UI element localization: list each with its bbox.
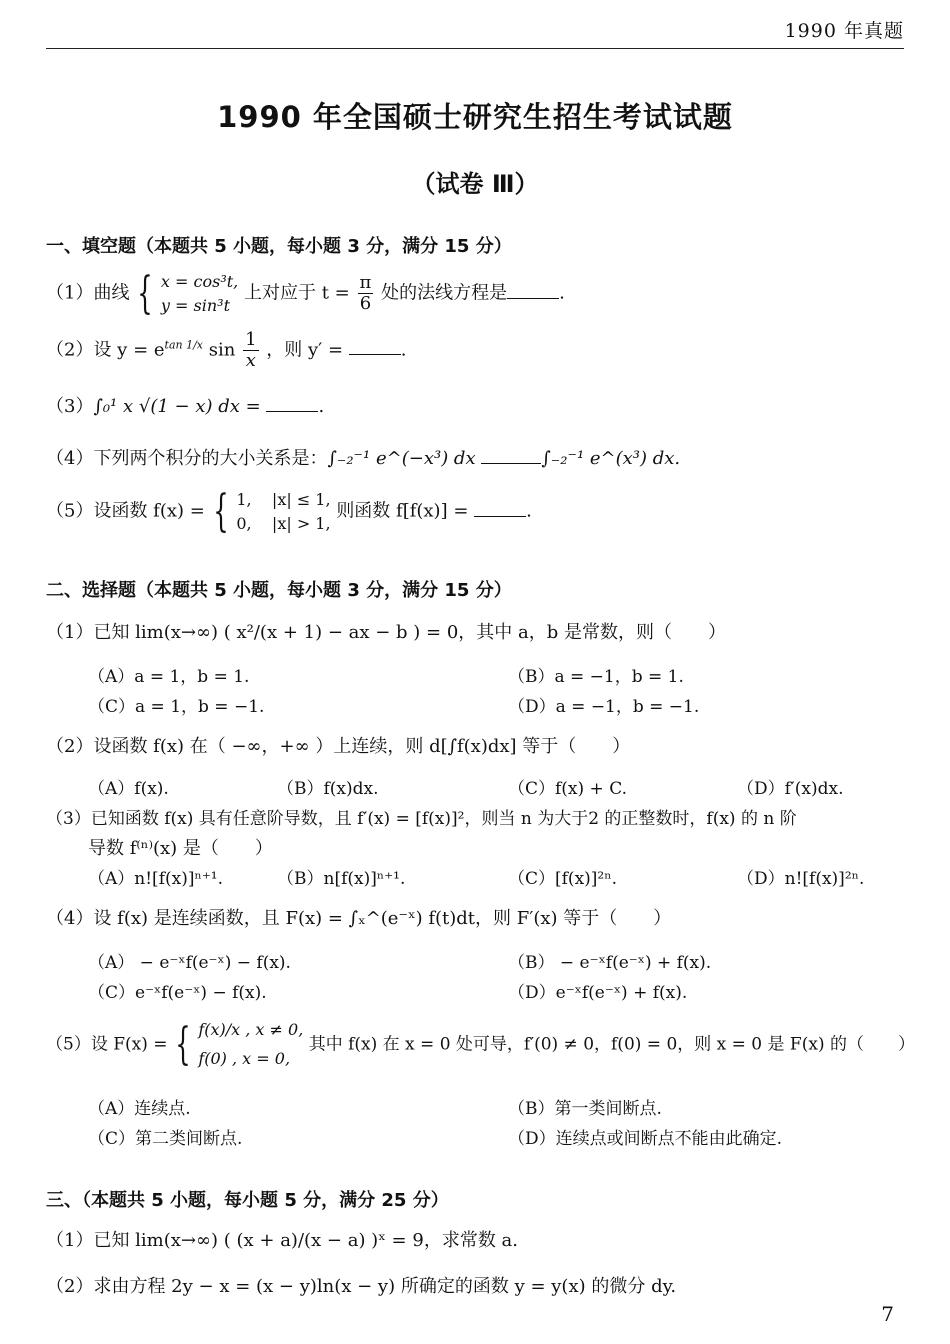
option-2-4-C: （C）e⁻ˣf(e⁻ˣ) − f(x). (88, 983, 267, 1003)
question-1-1: （1）曲线 { x = cos³t, y = sin³t 上对应于 t = $\frac{\pi}{6}$ 处的法线方程是 . (46, 268, 565, 319)
question-1-2: （2）设 $y = e^{tan 1/x}$ sin $\frac{1}{x}$ ，则 y′ = . (46, 329, 407, 371)
option-2-2-A: （A）f(x). (88, 779, 169, 799)
section-heading-2: 二、选择题（本题共 5 小题，每小题 3 分，满分 15 分） (46, 580, 512, 601)
answer-blank (266, 410, 318, 412)
brace-symbol: { (212, 486, 229, 537)
section-heading-3: 三、（本题共 5 小题，每小题 5 分，满分 25 分） (46, 1190, 449, 1211)
option-2-3-B: （B）n[f(x)]ⁿ⁺¹. (277, 869, 406, 889)
page-subtitle: （试卷 Ⅲ） (411, 170, 539, 198)
answer-blank (474, 515, 526, 517)
option-2-1-C: （C）a = 1，b = −1. (88, 697, 265, 717)
option-2-1-D: （D）a = −1，b = −1. (508, 697, 700, 717)
brace-symbol: { (137, 268, 153, 319)
question-3-2: （2）求由方程 2y − x = (x − y)ln(x − y) 所确定的函数 y = y(x) 的微分 dy. (46, 1276, 677, 1297)
question-1-4: （4）下列两个积分的大小关系是：∫₋₂⁻¹ e^(−x³) dx ∫₋₂⁻¹ e^(x³) dx. (46, 448, 681, 469)
section-heading-1: 一、填空题（本题共 5 小题，每小题 3 分，满分 15 分） (46, 236, 512, 257)
option-2-5-A: （A）连续点. (88, 1099, 191, 1119)
option-2-2-D: （D）f′(x)dx. (737, 779, 844, 799)
option-2-3-D: （D）n![f(x)]²ⁿ. (737, 869, 865, 889)
header-rule (46, 48, 904, 49)
option-2-4-B: （B） − e⁻ˣf(e⁻ˣ) + f(x). (508, 953, 712, 973)
question-2-2: （2）设函数 f(x) 在（ −∞，+∞ ）上连续，则 d[∫f(x)dx] 等于（ ） (46, 736, 631, 757)
header-tag: 1990 年真题 (784, 20, 904, 42)
answer-blank (507, 297, 559, 299)
answer-blank (481, 462, 541, 464)
option-2-1-A: （A）a = 1，b = 1. (88, 667, 250, 687)
q1-1-fraction: $\frac{\pi}{6}$ (359, 272, 372, 314)
question-1-5: （5）设函数 f(x) = { 1, |x| ≤ 1, 0, |x| > 1, 则函数 f[f(x)] = . (46, 486, 532, 537)
question-2-5: （5）设 F(x) = { f(x)/x , x ≠ 0, f(0) , x = 0, 其中 f(x) 在 x = 0 处可导，f′(0) ≠ 0，f(0) = 0，则 x = 0 是 F(x) 的（ ） (46, 1016, 915, 1074)
option-2-5-D: （D）连续点或间断点不能由此确定. (508, 1129, 783, 1149)
option-2-5-C: （C）第二类间断点. (88, 1129, 243, 1149)
question-2-1: （1）已知 lim(x→∞) ( x²/(x + 1) − ax − b ) = 0，其中 a，b 是常数，则（ ） (46, 622, 726, 643)
question-2-4: （4）设 f(x) 是连续函数，且 F(x) = ∫ₓ^(e⁻ˣ) f(t)dt，则 F′(x) 等于（ ） (46, 908, 672, 929)
option-2-2-B: （B）f(x)dx. (277, 779, 379, 799)
q1-2-fraction: $\frac{1}{x}$ (245, 329, 257, 371)
option-2-4-A: （A） − e⁻ˣf(e⁻ˣ) − f(x). (88, 953, 291, 973)
q2-5-cases: f(x)/x , x ≠ 0, f(0) , x = 0, (198, 1020, 304, 1068)
question-2-3-line1: （3）已知函数 f(x) 具有任意阶导数，且 f′(x) = [f(x)]²，则当 n 为大于2 的正整数时，f(x) 的 n 阶 (46, 809, 797, 829)
q1-1-system: x = cos³t, y = sin³t (160, 272, 239, 315)
option-2-3-A: （A）n![f(x)]ⁿ⁺¹. (88, 869, 224, 889)
option-2-5-B: （B）第一类间断点. (508, 1099, 662, 1119)
q1-1-tail: 处的法线方程是 (381, 282, 508, 304)
question-2-3-line2: 导数 f⁽ⁿ⁾(x) 是（ ） (88, 838, 273, 859)
page-number: 7 (881, 1302, 894, 1326)
q1-5-cases: 1, |x| ≤ 1, 0, |x| > 1, (236, 490, 331, 533)
option-2-2-C: （C）f(x) + C. (508, 779, 628, 799)
brace-symbol: { (175, 1019, 191, 1071)
page-title: 1990 年全国硕士研究生招生考试试题 (217, 100, 733, 134)
answer-blank (349, 353, 401, 355)
option-2-3-C: （C）[f(x)]²ⁿ. (508, 869, 617, 889)
option-2-4-D: （D）e⁻ˣf(e⁻ˣ) + f(x). (508, 983, 688, 1003)
q1-1-label: （1）曲线 (46, 282, 130, 304)
question-3-1: （1）已知 lim(x→∞) ( (x + a)/(x − a) )ˣ = 9，求常数 a. (46, 1230, 518, 1251)
q1-1-mid: 上对应于 t = (244, 282, 350, 304)
option-2-1-B: （B）a = −1，b = 1. (508, 667, 684, 687)
question-1-3: （3）∫₀¹ x √(1 − x) dx = . (46, 396, 325, 417)
